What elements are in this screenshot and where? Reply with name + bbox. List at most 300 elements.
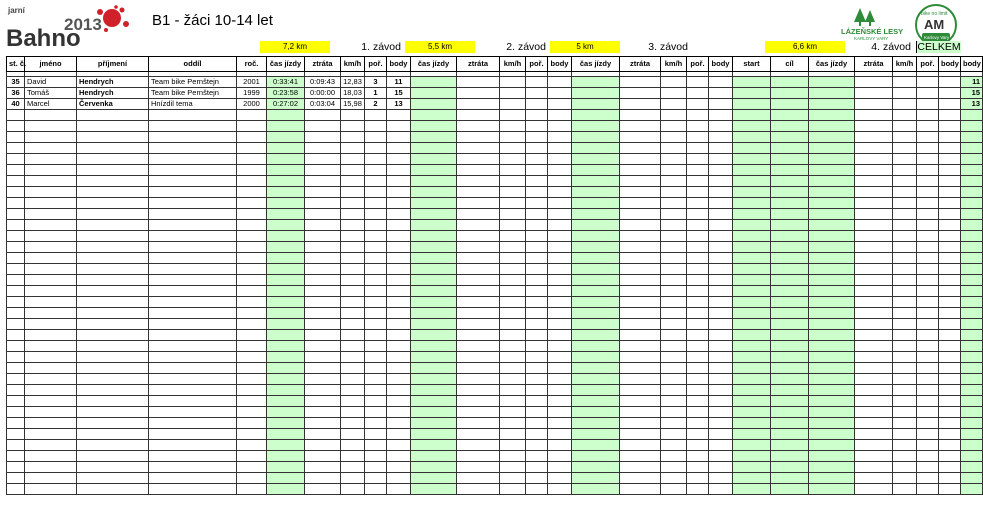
cell-empty — [893, 297, 917, 308]
cell-empty — [771, 88, 809, 99]
cell-empty — [572, 473, 620, 484]
cell-empty — [855, 264, 893, 275]
cell-empty — [809, 418, 855, 429]
cell-empty — [77, 484, 149, 495]
cell-empty — [305, 308, 341, 319]
col-r3-kmh: km/h — [661, 57, 687, 72]
cell-empty — [548, 132, 572, 143]
cell-empty — [917, 363, 939, 374]
cell-empty — [709, 165, 733, 176]
cell-empty — [526, 484, 548, 495]
cell-empty — [387, 352, 411, 363]
cell-empty — [917, 154, 939, 165]
cell-empty — [917, 330, 939, 341]
cell-empty — [961, 264, 983, 275]
cell-empty — [855, 473, 893, 484]
cell-empty — [237, 308, 267, 319]
cell-empty — [411, 187, 457, 198]
cell-empty — [267, 308, 305, 319]
cell-empty — [457, 407, 500, 418]
cell-st: 35 — [7, 77, 25, 88]
cell-empty — [961, 330, 983, 341]
lazenske-lesy-logo — [840, 6, 910, 42]
cell-empty — [457, 110, 500, 121]
cell-empty — [939, 286, 961, 297]
cell-empty — [661, 77, 687, 88]
cell-empty — [500, 473, 526, 484]
cell-empty — [709, 77, 733, 88]
cell-empty — [25, 374, 77, 385]
cell-empty — [548, 88, 572, 99]
col-r1-kmh: km/h — [341, 57, 365, 72]
cell-empty — [457, 396, 500, 407]
cell-empty — [237, 154, 267, 165]
cell-empty — [687, 341, 709, 352]
cell-empty — [661, 154, 687, 165]
table-row — [7, 341, 983, 352]
col-total-body: body — [961, 57, 983, 72]
cell-empty — [548, 396, 572, 407]
cell-empty — [771, 407, 809, 418]
cell-empty — [809, 484, 855, 495]
cell-empty — [305, 462, 341, 473]
cell-empty — [526, 429, 548, 440]
cell-empty — [149, 385, 237, 396]
cell-empty — [709, 462, 733, 473]
cell-empty — [341, 286, 365, 297]
cell-empty — [457, 275, 500, 286]
cell-empty — [809, 352, 855, 363]
cell-empty — [457, 264, 500, 275]
cell-empty — [855, 330, 893, 341]
cell-empty — [526, 132, 548, 143]
cell-empty — [267, 275, 305, 286]
cell-empty — [572, 484, 620, 495]
col-roc: roč. — [237, 57, 267, 72]
cell-empty — [572, 88, 620, 99]
cell-empty — [500, 308, 526, 319]
cell-empty — [572, 374, 620, 385]
cell-empty — [7, 462, 25, 473]
table-row — [7, 275, 983, 286]
table-row — [7, 484, 983, 495]
cell-empty — [365, 132, 387, 143]
cell-empty — [855, 99, 893, 110]
cell-empty — [7, 385, 25, 396]
cell-empty — [572, 253, 620, 264]
cell-empty — [939, 429, 961, 440]
cell-empty — [917, 187, 939, 198]
cell-empty — [365, 440, 387, 451]
cell-empty — [365, 165, 387, 176]
cell-empty — [961, 374, 983, 385]
cell-empty — [237, 110, 267, 121]
cell-empty — [237, 451, 267, 462]
cell-empty — [687, 231, 709, 242]
cell-empty — [411, 308, 457, 319]
cell-empty — [709, 418, 733, 429]
cell-empty — [620, 198, 661, 209]
cell-empty — [687, 143, 709, 154]
cell-empty — [25, 396, 77, 407]
cell-empty — [809, 462, 855, 473]
cell-empty — [267, 484, 305, 495]
cell-empty — [709, 407, 733, 418]
cell-empty — [305, 440, 341, 451]
cell-empty — [457, 341, 500, 352]
cell-empty — [687, 121, 709, 132]
cell-empty — [893, 110, 917, 121]
cell-empty — [341, 121, 365, 132]
cell-empty — [7, 275, 25, 286]
cell-empty — [305, 319, 341, 330]
cell-empty — [620, 341, 661, 352]
table-row — [7, 121, 983, 132]
cell-empty — [572, 264, 620, 275]
cell-empty — [548, 286, 572, 297]
cell-empty — [917, 396, 939, 407]
cell-empty — [149, 484, 237, 495]
cell-empty — [917, 374, 939, 385]
cell-empty — [387, 242, 411, 253]
cell-empty — [961, 473, 983, 484]
cell-empty — [733, 385, 771, 396]
cell-empty — [961, 319, 983, 330]
cell-empty — [526, 297, 548, 308]
cell-empty — [25, 121, 77, 132]
cell-empty — [855, 385, 893, 396]
cell-empty — [733, 429, 771, 440]
cell-empty — [548, 341, 572, 352]
cell-empty — [526, 187, 548, 198]
table-row — [7, 418, 983, 429]
total-header: CELKEM — [917, 41, 961, 53]
cell-empty — [572, 363, 620, 374]
cell-empty — [709, 308, 733, 319]
cell-empty — [709, 330, 733, 341]
cell-empty — [620, 473, 661, 484]
cell-empty — [7, 297, 25, 308]
cell-empty — [709, 154, 733, 165]
cell-empty — [7, 209, 25, 220]
cell-empty — [709, 297, 733, 308]
cell-empty — [237, 198, 267, 209]
cell-empty — [305, 132, 341, 143]
cell-empty — [149, 363, 237, 374]
cell-empty — [526, 440, 548, 451]
cell-empty — [457, 253, 500, 264]
cell-empty — [365, 143, 387, 154]
col-r1-cas: čas jízdy — [267, 57, 305, 72]
cell-empty — [917, 242, 939, 253]
table-row — [7, 352, 983, 363]
cell-empty — [733, 275, 771, 286]
cell-empty — [365, 121, 387, 132]
cell-empty — [457, 418, 500, 429]
cell-empty — [526, 154, 548, 165]
cell-empty — [305, 198, 341, 209]
cell-empty — [961, 352, 983, 363]
cell-empty — [305, 363, 341, 374]
cell-empty — [411, 154, 457, 165]
cell-empty — [687, 473, 709, 484]
cell-empty — [620, 308, 661, 319]
cell-empty — [733, 176, 771, 187]
cell-empty — [661, 209, 687, 220]
cell-empty — [917, 297, 939, 308]
cell-empty — [771, 330, 809, 341]
cell-empty — [855, 429, 893, 440]
cell-empty — [855, 462, 893, 473]
cell-empty — [237, 143, 267, 154]
cell-empty — [771, 275, 809, 286]
cell-empty — [7, 418, 25, 429]
cell-empty — [661, 198, 687, 209]
cell-empty — [709, 352, 733, 363]
cell-empty — [855, 231, 893, 242]
cell-empty — [709, 319, 733, 330]
cell-empty — [572, 242, 620, 253]
race-3-distance: 5 km — [550, 41, 620, 53]
cell-empty — [771, 473, 809, 484]
cell-empty — [548, 484, 572, 495]
cell-empty — [457, 121, 500, 132]
race-1-name: 1. závod — [361, 41, 401, 53]
cell-empty — [387, 231, 411, 242]
cell-empty — [733, 462, 771, 473]
cell-empty — [917, 462, 939, 473]
cell-empty — [237, 121, 267, 132]
cell-empty — [267, 198, 305, 209]
cell-empty — [411, 77, 457, 88]
cell-empty — [25, 308, 77, 319]
cell-empty — [893, 165, 917, 176]
cell-empty — [149, 176, 237, 187]
cell-empty — [733, 286, 771, 297]
cell-oddil: Hnízdil tema — [149, 99, 237, 110]
cell-empty — [267, 220, 305, 231]
cell-empty — [687, 374, 709, 385]
cell-empty — [77, 363, 149, 374]
cell-empty — [387, 363, 411, 374]
cell-empty — [939, 473, 961, 484]
cell-empty — [7, 363, 25, 374]
cell-empty — [620, 275, 661, 286]
cell-empty — [457, 451, 500, 462]
table-row — [7, 253, 983, 264]
cell-empty — [457, 330, 500, 341]
cell-empty — [733, 110, 771, 121]
cell-total-body: 11 — [961, 77, 983, 88]
cell-empty — [500, 165, 526, 176]
cell-empty — [267, 385, 305, 396]
cell-empty — [809, 77, 855, 88]
cell-empty — [855, 77, 893, 88]
cell-empty — [7, 308, 25, 319]
cell-empty — [733, 154, 771, 165]
cell-empty — [733, 209, 771, 220]
cell-empty — [411, 110, 457, 121]
cell-empty — [457, 209, 500, 220]
cell-empty — [25, 132, 77, 143]
cell-empty — [7, 242, 25, 253]
cell-empty — [341, 132, 365, 143]
cell-empty — [809, 121, 855, 132]
cell-empty — [548, 308, 572, 319]
cell-empty — [855, 132, 893, 143]
cell-empty — [548, 187, 572, 198]
cell-empty — [548, 462, 572, 473]
table-row — [7, 132, 983, 143]
cell-empty — [411, 374, 457, 385]
cell-empty — [341, 187, 365, 198]
cell-ztrata: 0:09:43 — [305, 77, 341, 88]
cell-empty — [457, 176, 500, 187]
cell-empty — [687, 462, 709, 473]
cell-empty — [917, 176, 939, 187]
race-header-row — [0, 41, 960, 53]
cell-empty — [7, 286, 25, 297]
race-4-name: 4. závod — [871, 41, 911, 53]
cell-empty — [305, 286, 341, 297]
cell-empty — [733, 407, 771, 418]
col-prijmeni: příjmení — [77, 57, 149, 72]
cell-empty — [267, 352, 305, 363]
cell-empty — [572, 319, 620, 330]
cell-empty — [733, 396, 771, 407]
cell-empty — [661, 286, 687, 297]
cell-empty — [526, 99, 548, 110]
cell-empty — [526, 220, 548, 231]
cell-empty — [893, 484, 917, 495]
cell-empty — [709, 275, 733, 286]
cell-empty — [25, 385, 77, 396]
cell-empty — [709, 264, 733, 275]
cell-empty — [620, 462, 661, 473]
cell-empty — [939, 462, 961, 473]
cell-empty — [305, 143, 341, 154]
cell-empty — [893, 440, 917, 451]
cell-empty — [341, 110, 365, 121]
cell-empty — [809, 363, 855, 374]
cell-empty — [620, 451, 661, 462]
cell-empty — [267, 143, 305, 154]
cell-empty — [620, 110, 661, 121]
cell-empty — [548, 319, 572, 330]
cell-empty — [733, 187, 771, 198]
cell-empty — [620, 176, 661, 187]
cell-empty — [500, 176, 526, 187]
cell-empty — [457, 286, 500, 297]
cell-empty — [411, 286, 457, 297]
cell-empty — [500, 396, 526, 407]
cell-empty — [341, 154, 365, 165]
cell-empty — [661, 110, 687, 121]
sponsor-name: LÁZEŇSKÉ LESY — [841, 27, 904, 36]
cell-empty — [365, 484, 387, 495]
cell-empty — [572, 121, 620, 132]
cell-empty — [411, 132, 457, 143]
cell-por: 3 — [365, 77, 387, 88]
cell-empty — [305, 451, 341, 462]
cell-empty — [855, 176, 893, 187]
cell-empty — [855, 198, 893, 209]
cell-empty — [237, 187, 267, 198]
cell-empty — [855, 308, 893, 319]
cell-empty — [709, 88, 733, 99]
cell-empty — [387, 429, 411, 440]
cell-empty — [733, 352, 771, 363]
cell-empty — [341, 264, 365, 275]
cell-empty — [620, 484, 661, 495]
cell-empty — [387, 407, 411, 418]
cell-empty — [526, 473, 548, 484]
cell-empty — [411, 242, 457, 253]
cell-empty — [267, 286, 305, 297]
cell-empty — [620, 352, 661, 363]
cell-empty — [457, 473, 500, 484]
cell-empty — [149, 253, 237, 264]
cell-empty — [77, 473, 149, 484]
cell-empty — [733, 330, 771, 341]
cell-empty — [620, 121, 661, 132]
cell-empty — [771, 209, 809, 220]
cell-empty — [149, 308, 237, 319]
cell-empty — [687, 319, 709, 330]
cell-empty — [939, 275, 961, 286]
cell-empty — [25, 110, 77, 121]
cell-empty — [620, 330, 661, 341]
cell-empty — [572, 297, 620, 308]
cell-empty — [77, 374, 149, 385]
cell-empty — [548, 209, 572, 220]
cell-empty — [267, 297, 305, 308]
cell-empty — [771, 154, 809, 165]
cell-empty — [961, 253, 983, 264]
cell-empty — [387, 462, 411, 473]
race-1-distance: 7,2 km — [260, 41, 330, 53]
cell-empty — [771, 77, 809, 88]
cell-cas: 0:33:41 — [267, 77, 305, 88]
cell-empty — [661, 143, 687, 154]
cell-empty — [733, 308, 771, 319]
cell-empty — [661, 88, 687, 99]
cell-empty — [620, 264, 661, 275]
cell-empty — [620, 253, 661, 264]
cell-empty — [733, 253, 771, 264]
cell-empty — [733, 220, 771, 231]
cell-empty — [771, 165, 809, 176]
cell-empty — [771, 440, 809, 451]
cell-empty — [500, 220, 526, 231]
cell-empty — [709, 396, 733, 407]
cell-empty — [149, 330, 237, 341]
table-row — [7, 451, 983, 462]
cell-empty — [25, 198, 77, 209]
col-r4-por: poř. — [917, 57, 939, 72]
cell-empty — [500, 385, 526, 396]
cell-empty — [548, 407, 572, 418]
cell-empty — [939, 110, 961, 121]
cell-empty — [500, 407, 526, 418]
cell-empty — [687, 209, 709, 220]
cell-empty — [387, 319, 411, 330]
cell-empty — [572, 154, 620, 165]
cell-empty — [341, 209, 365, 220]
col-oddil: oddíl — [149, 57, 237, 72]
cell-empty — [526, 88, 548, 99]
cell-empty — [237, 385, 267, 396]
